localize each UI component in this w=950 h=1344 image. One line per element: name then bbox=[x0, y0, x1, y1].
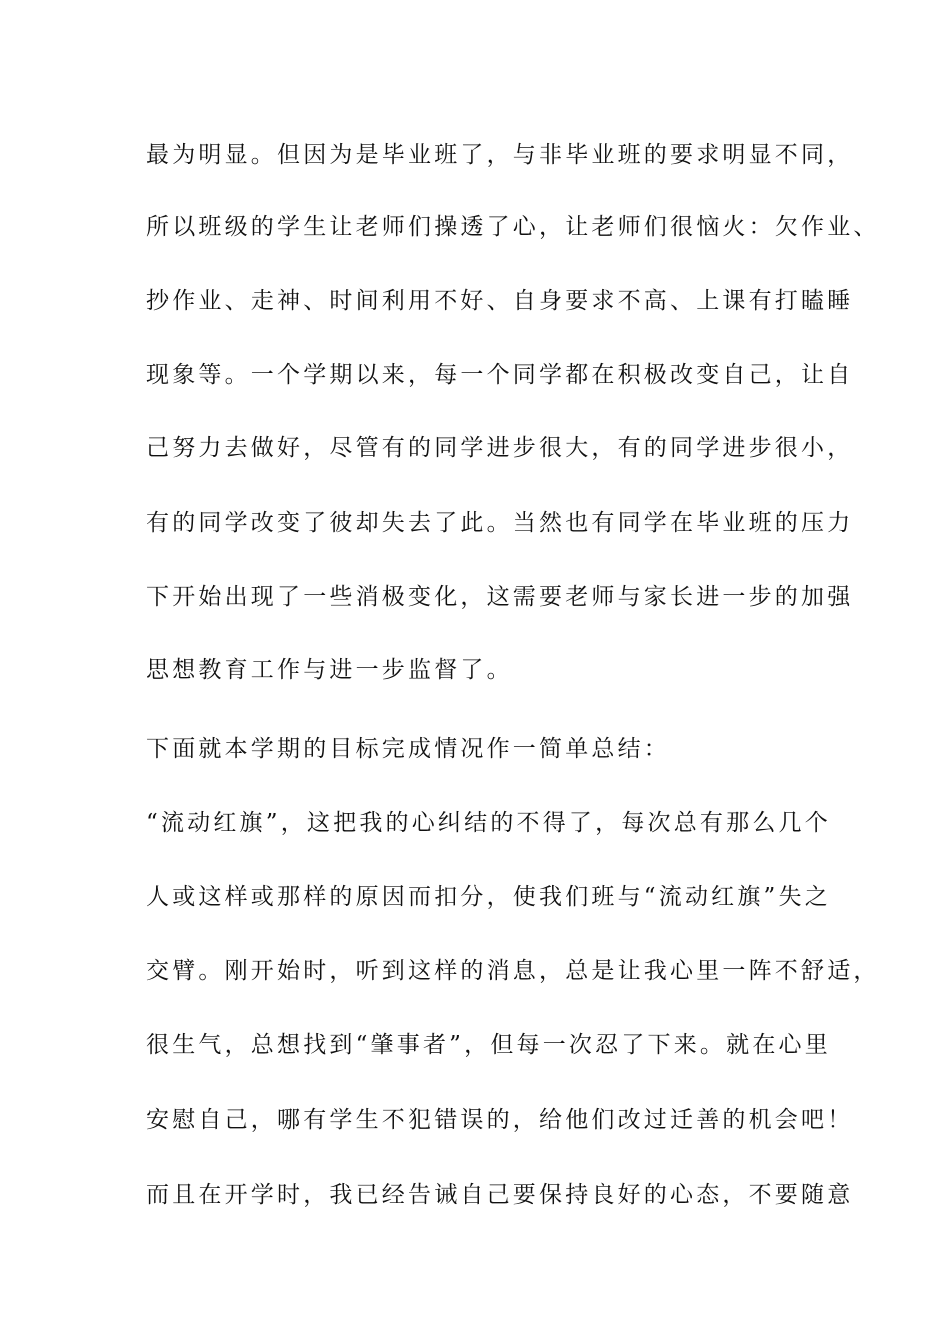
text-line: 安慰自己，哪有学生不犯错误的，给他们改过迁善的机会吧！ bbox=[146, 1107, 854, 1133]
text-line: 有的同学改变了彼却失去了此。当然也有同学在毕业班的压力 bbox=[146, 510, 854, 536]
section-intro: 下面就本学期的目标完成情况作一简单总结： bbox=[146, 736, 670, 762]
text-line: “流动红旗”，这把我的心纠结的不得了，每次总有那么几个 bbox=[146, 810, 831, 836]
text-line: 所以班级的学生让老师们操透了心，让老师们很恼火：欠作业、 bbox=[146, 214, 880, 240]
text-line: 最为明显。但因为是毕业班了，与非毕业班的要求明显不同， bbox=[146, 142, 854, 168]
text-line: 而且在开学时，我已经告诫自己要保持良好的心态，不要随意 bbox=[146, 1182, 854, 1208]
text-line: 现象等。一个学期以来，每一个同学都在积极改变自己，让自 bbox=[146, 362, 854, 388]
text-line: 交臂。刚开始时，听到这样的消息，总是让我心里一阵不舒适， bbox=[146, 958, 880, 984]
text-line: 思想教育工作与进一步监督了。 bbox=[146, 657, 513, 683]
text-line: 己努力去做好，尽管有的同学进步很大，有的同学进步很小， bbox=[146, 435, 854, 461]
text-line: 抄作业、走神、时间利用不好、自身要求不高、上课有打瞌睡 bbox=[146, 288, 854, 314]
text-line: 下开始出现了一些消极变化，这需要老师与家长进一步的加强 bbox=[146, 584, 854, 610]
text-line: 人或这样或那样的原因而扣分，使我们班与“流动红旗”失之 bbox=[146, 884, 831, 910]
text-line: 很生气，总想找到“肇事者”，但每一次忍了下来。就在心里 bbox=[146, 1032, 831, 1058]
